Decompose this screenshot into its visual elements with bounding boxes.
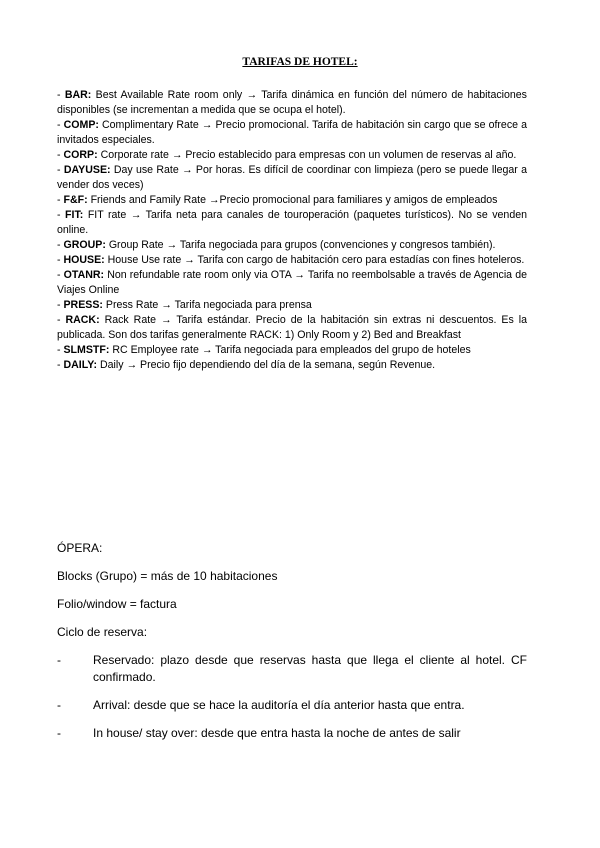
cycle-description: Reservado: plazo desde que reservas hasta que llega el cliente al hotel. CF confirmado. <box>93 653 527 684</box>
list-item <box>57 697 527 714</box>
cycle-description: In house/ stay over: desde que entra hasta la noche de antes de salir <box>93 726 461 740</box>
rate-code: OTANR: <box>63 269 105 281</box>
opera-section <box>57 540 527 753</box>
list-item: - PRESS: Press Rate → Tarifa negociada para prensa <box>57 299 312 311</box>
folio-definition: Folio/window = factura <box>57 597 177 611</box>
rate-code: PRESS: <box>63 299 103 311</box>
opera-heading: ÓPERA: <box>57 541 103 555</box>
list-item: - HOUSE: House Use rate → Tarifa con cargo de habitación cero para estadías con fines hoteleros. <box>57 254 525 266</box>
rate-description: Non refundable rate room only via OTA → Tarifa no reembolsable a través de Agencia de Viajes Online <box>57 269 527 296</box>
list-item: - FIT: FIT rate → Tarifa neta para canales de touroperación (paquetes turísticos). No se venden online. <box>57 209 527 236</box>
rate-description: Rack Rate → Tarifa estándar. Precio de la habitación sin extras ni descuentos. Es la publicada. Son dos tarifas generalmente RACK: 1) Only Room y 2) Bed and Breakfast <box>57 314 527 341</box>
bullet-dash: - <box>57 726 61 740</box>
list-item: - RACK: Rack Rate → Tarifa estándar. Precio de la habitación sin extras ni descuentos. Es la publicada. Son dos tarifas generalmente RACK: 1) Only Room y 2) Bed and Breakfast <box>57 314 527 341</box>
list-item <box>57 725 527 742</box>
rates-list <box>57 88 527 373</box>
list-item: - CORP: Corporate rate → Precio establecido para empresas con un volumen de reservas al año. <box>57 149 517 161</box>
rate-description: Day use Rate → Por horas. Es difícil de coordinar con limpieza (pero se puede llegar a vender dos veces) <box>57 164 527 191</box>
rate-description: Complimentary Rate → Precio promocional. Tarifa de habitación sin cargo que se ofrece a invitados especiales. <box>57 119 527 146</box>
list-item: - OTANR: Non refundable rate room only via OTA → Tarifa no reembolsable a través de Agencia de Viajes Online <box>57 269 527 296</box>
rate-description: Friends and Family Rate →Precio promocional para familiares y amigos de empleados <box>90 194 498 206</box>
cycle-description: Arrival: desde que se hace la auditoría el día anterior hasta que entra. <box>93 698 465 712</box>
rate-code: CORP: <box>63 149 98 161</box>
list-item: - SLMSTF: RC Employee rate → Tarifa negociada para empleados del grupo de hoteles <box>57 344 471 356</box>
list-item: - F&F: Friends and Family Rate →Precio promocional para familiares y amigos de empleados <box>57 194 498 206</box>
rate-code: SLMSTF: <box>63 344 110 356</box>
rate-code: HOUSE: <box>63 254 105 266</box>
blocks-definition: Blocks (Grupo) = más de 10 habitaciones <box>57 569 278 583</box>
rate-code: BAR: <box>64 89 92 101</box>
rate-description: FIT rate → Tarifa neta para canales de touroperación (paquetes turísticos). No se venden online. <box>57 209 527 236</box>
list-item: - DAILY: Daily → Precio fijo dependiendo del día de la semana, según Revenue. <box>57 359 436 371</box>
bullet-dash: - <box>57 653 61 667</box>
list-item: - GROUP: Group Rate → Tarifa negociada para grupos (convenciones y congresos también). <box>57 239 496 251</box>
rate-description: Press Rate → Tarifa negociada para prensa <box>105 299 312 311</box>
page-title: TARIFAS DE HOTEL: <box>242 56 358 68</box>
list-item: - DAYUSE: Day use Rate → Por horas. Es difícil de coordinar con limpieza (pero se puede llegar a vender dos veces) <box>57 164 527 191</box>
rate-description: Daily → Precio fijo dependiendo del día de la semana, según Revenue. <box>100 359 436 371</box>
rate-code: DAILY: <box>63 359 98 371</box>
list-item <box>57 652 527 686</box>
rate-description: Corporate rate → Precio establecido para empresas con un volumen de reservas al año. <box>100 149 517 161</box>
rate-code: DAYUSE: <box>63 164 111 176</box>
rate-description: Group Rate → Tarifa negociada para grupos (convenciones y congresos también). <box>108 239 496 251</box>
list-item: - COMP: Complimentary Rate → Precio promocional. Tarifa de habitación sin cargo que se ofrece a invitados especiales. <box>57 119 527 146</box>
rate-description: House Use rate → Tarifa con cargo de habitación cero para estadías con fines hoteleros. <box>107 254 525 266</box>
list-item: - BAR: Best Available Rate room only → Tarifa dinámica en función del número de habitaciones disponibles (se incrementan a medida que se ocupa el hotel). <box>57 89 527 116</box>
rate-code: F&F: <box>63 194 88 206</box>
rate-description: RC Employee rate → Tarifa negociada para empleados del grupo de hoteles <box>112 344 471 356</box>
rate-code: COMP: <box>63 119 99 131</box>
rate-code: FIT: <box>65 209 84 221</box>
rate-description: Best Available Rate room only → Tarifa dinámica en función del número de habitaciones disponibles (se incrementan a medida que se ocupa el hotel). <box>57 89 527 116</box>
bullet-dash: - <box>57 698 61 712</box>
rate-code: GROUP: <box>63 239 106 251</box>
cycle-heading: Ciclo de reserva: <box>57 625 148 639</box>
rate-code: RACK: <box>65 314 100 326</box>
